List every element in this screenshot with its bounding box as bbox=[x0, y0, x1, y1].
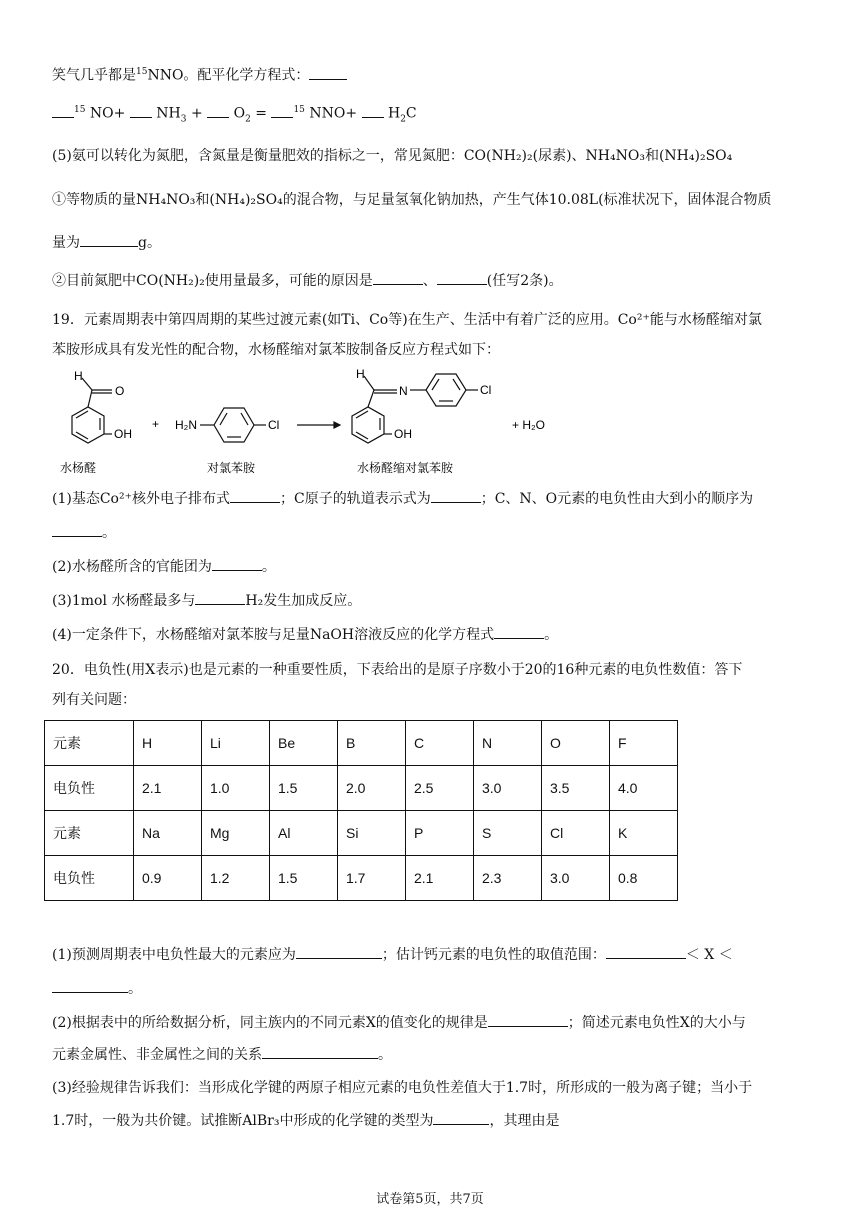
text: (3)1mol 水杨醛最多与 bbox=[52, 593, 196, 609]
question-20a: 20．电负性(用X表示)也是元素的一种重要性质，下表给出的是原子序数小于20的16种元素的电负性数值：答下 bbox=[52, 662, 743, 678]
text: ＜ X ＜ bbox=[685, 947, 733, 963]
text: 量为 bbox=[52, 235, 80, 251]
text: = bbox=[255, 105, 267, 122]
table-cell: 2.5 bbox=[406, 766, 474, 811]
question-20-2 bbox=[52, 1012, 746, 1033]
text: (2)根据表中的所给数据分析，同主族内的不同元素X的值变化的规律是 bbox=[52, 1015, 488, 1031]
chem-label: OH bbox=[394, 427, 412, 441]
table-cell: C bbox=[406, 721, 474, 766]
answer-blank[interactable] bbox=[437, 270, 487, 285]
answer-blank[interactable] bbox=[362, 103, 384, 118]
table-cell: B bbox=[338, 721, 406, 766]
text: ；估计钙元素的电负性的取值范围： bbox=[381, 947, 606, 963]
table-cell: Mg bbox=[202, 811, 270, 856]
table-cell: P bbox=[406, 811, 474, 856]
answer-blank[interactable] bbox=[373, 270, 423, 285]
answer-blank[interactable] bbox=[488, 1012, 568, 1027]
superscript: 15 bbox=[136, 67, 148, 77]
reactant-2-label: 对氯苯胺 bbox=[207, 461, 256, 475]
text: H₂发生加成反应。 bbox=[245, 593, 362, 609]
question-19-4 bbox=[52, 624, 558, 645]
text: 、 bbox=[422, 273, 437, 289]
text: O bbox=[233, 105, 246, 122]
text: 。 bbox=[261, 559, 276, 575]
question-19a: 19．元素周期表中第四周期的某些过渡元素(如Ti、Co等)在生产、生活中有着广泛的应用。Co²⁺能与水杨醛缩对氯 bbox=[52, 312, 762, 328]
chloroaniline-structure bbox=[200, 408, 266, 442]
question-19-2 bbox=[52, 556, 276, 577]
question-20-1-cont bbox=[52, 978, 142, 999]
table-cell: 2.1 bbox=[134, 766, 202, 811]
text: g。 bbox=[138, 235, 161, 251]
table-cell: Cl bbox=[542, 811, 610, 856]
chem-label: H₂N bbox=[175, 418, 197, 432]
text: ；简述元素电负性X的大小与 bbox=[567, 1015, 746, 1031]
table-cell: 4.0 bbox=[610, 766, 678, 811]
chem-label: Cl bbox=[480, 383, 492, 397]
text: H bbox=[387, 105, 401, 122]
table-cell: O bbox=[542, 721, 610, 766]
question-5-1b bbox=[52, 232, 161, 253]
electronegativity-table bbox=[44, 720, 678, 901]
table-cell: Be bbox=[270, 721, 338, 766]
answer-blank[interactable] bbox=[195, 590, 245, 605]
answer-blank[interactable] bbox=[130, 103, 152, 118]
product-label: 水杨醛缩对氯苯胺 bbox=[357, 461, 454, 475]
question-5-1a: ①等物质的量NH₄NO₃和(NH₄)₂SO₄的混合物，与足量氢氧化钠加热，产生气体10.08L(标准状况下，固体混合物质 bbox=[52, 192, 772, 208]
chem-label: O bbox=[115, 384, 125, 398]
table-cell: 电负性 bbox=[45, 766, 134, 811]
table-cell: H bbox=[134, 721, 202, 766]
table-cell: 0.9 bbox=[134, 856, 202, 901]
table-cell: 元素 bbox=[45, 811, 134, 856]
answer-blank[interactable] bbox=[309, 65, 347, 80]
text: NNO。配平化学方程式： bbox=[147, 67, 310, 84]
table-cell: 1.5 bbox=[270, 766, 338, 811]
table-cell: 元素 bbox=[45, 721, 134, 766]
chem-label: OH bbox=[114, 427, 132, 441]
answer-blank[interactable] bbox=[230, 488, 280, 503]
table-cell: 3.0 bbox=[474, 766, 542, 811]
question-20-3a: (3)经验规律告诉我们：当形成化学键的两原子相应元素的电负性差值大于1.7时，所形成的一般为离子键；当小于 bbox=[52, 1080, 753, 1096]
question-19b: 苯胺形成具有发光性的配合物，水杨醛缩对氯苯胺制备反应方程式如下： bbox=[52, 342, 500, 358]
line-laughing-gas bbox=[52, 62, 347, 86]
question-20-3b bbox=[52, 1110, 559, 1131]
salicylaldehyde-structure bbox=[72, 378, 112, 443]
table-row bbox=[45, 721, 678, 766]
text: (4)一定条件下，水杨醛缩对氯苯胺与足量NaOH溶液反应的化学方程式 bbox=[52, 627, 495, 643]
text: 。 bbox=[378, 1047, 392, 1063]
text: 1.7时，一般为共价键。试推断AlBr₃中形成的化学键的类型为 bbox=[52, 1113, 434, 1129]
table-cell: Al bbox=[270, 811, 338, 856]
answer-blank[interactable] bbox=[207, 103, 229, 118]
text: (任写2条)。 bbox=[486, 273, 563, 289]
table-cell: 电负性 bbox=[45, 856, 134, 901]
text: (2)水杨醛所含的官能团为 bbox=[52, 559, 212, 575]
text: ，其理由是 bbox=[489, 1113, 560, 1129]
text: + bbox=[190, 105, 203, 122]
table-cell: 2.1 bbox=[406, 856, 474, 901]
chem-label: H bbox=[356, 368, 365, 381]
answer-blank[interactable] bbox=[606, 944, 686, 959]
text: ；C原子的轨道表示式为 bbox=[279, 491, 431, 507]
question-5: (5)氨可以转化为氮肥，含氮量是衡量肥效的指标之一，常见氮肥：CO(NH₂)₂(尿素)、NH₄NO₃和(NH₄)₂SO₄ bbox=[52, 148, 733, 164]
question-19-1 bbox=[52, 488, 753, 509]
answer-blank[interactable] bbox=[494, 624, 544, 639]
table-cell: F bbox=[610, 721, 678, 766]
table-cell: K bbox=[610, 811, 678, 856]
text: ②目前氮肥中CO(NH₂)₂使用量最多，可能的原因是 bbox=[52, 273, 373, 289]
answer-blank[interactable] bbox=[271, 103, 293, 118]
answer-blank[interactable] bbox=[262, 1044, 378, 1059]
question-20b: 列有关问题： bbox=[52, 692, 136, 708]
text: ；C、N、O元素的电负性由大到小的顺序为 bbox=[480, 491, 754, 507]
table-cell: 1.5 bbox=[270, 856, 338, 901]
text: 。 bbox=[102, 525, 116, 541]
superscript: 15 bbox=[74, 105, 86, 115]
table-row bbox=[45, 766, 678, 811]
table-cell: 2.3 bbox=[474, 856, 542, 901]
question-20-1 bbox=[52, 944, 733, 965]
table-cell: N bbox=[474, 721, 542, 766]
text: (1)基态Co²⁺核外电子排布式 bbox=[52, 491, 230, 507]
text: NO+ bbox=[89, 105, 126, 122]
table-cell: 2.0 bbox=[338, 766, 406, 811]
question-5-2 bbox=[52, 270, 563, 291]
plus-sign: + bbox=[152, 417, 160, 431]
answer-blank[interactable] bbox=[52, 522, 102, 537]
chem-label: N bbox=[399, 384, 408, 398]
text: C bbox=[405, 105, 417, 122]
answer-blank[interactable] bbox=[431, 488, 481, 503]
text: 元素金属性、非金属性之间的关系 bbox=[52, 1047, 262, 1063]
chem-label: Cl bbox=[268, 418, 280, 432]
product-structure bbox=[352, 374, 478, 443]
answer-blank[interactable] bbox=[80, 232, 138, 247]
text: 笑气几乎都是 bbox=[52, 67, 136, 84]
table-cell: 1.2 bbox=[202, 856, 270, 901]
table-cell: 0.8 bbox=[610, 856, 678, 901]
balance-equation: $^{15}$ $NO+ NH_3 + O_2 = ^{15}$ $NNO+ H_2C$ bbox=[52, 100, 417, 129]
answer-blank[interactable] bbox=[212, 556, 262, 571]
reaction-arrow bbox=[297, 422, 340, 428]
text: 。 bbox=[544, 627, 559, 643]
page-footer: 试卷第5页，共7页 bbox=[376, 1192, 484, 1207]
text: NNO+ bbox=[309, 105, 358, 122]
table-cell: Li bbox=[202, 721, 270, 766]
table-cell: S bbox=[474, 811, 542, 856]
table-cell: 3.5 bbox=[542, 766, 610, 811]
superscript: 15 bbox=[293, 105, 305, 115]
table-cell: 3.0 bbox=[542, 856, 610, 901]
text: 。 bbox=[128, 981, 142, 997]
table-cell: Si bbox=[338, 811, 406, 856]
reactant-1-label: 水杨醛 bbox=[60, 461, 97, 475]
water-product: + H₂O bbox=[512, 418, 545, 432]
question-20-2-cont bbox=[52, 1044, 392, 1065]
table-cell: Na bbox=[134, 811, 202, 856]
question-19-3 bbox=[52, 590, 361, 611]
answer-blank[interactable] bbox=[433, 1110, 489, 1125]
table-row bbox=[45, 811, 678, 856]
table-cell: 1.7 bbox=[338, 856, 406, 901]
chem-label: H bbox=[74, 369, 83, 383]
table-row bbox=[45, 856, 678, 901]
answer-blank[interactable] bbox=[52, 978, 128, 993]
reaction-scheme bbox=[52, 368, 592, 478]
text: NH bbox=[156, 105, 181, 122]
question-19-1-cont bbox=[52, 522, 116, 543]
answer-blank[interactable] bbox=[296, 944, 382, 959]
table-cell: 1.0 bbox=[202, 766, 270, 811]
answer-blank[interactable] bbox=[52, 103, 74, 118]
text: (1)预测周期表中电负性最大的元素应为 bbox=[52, 947, 296, 963]
